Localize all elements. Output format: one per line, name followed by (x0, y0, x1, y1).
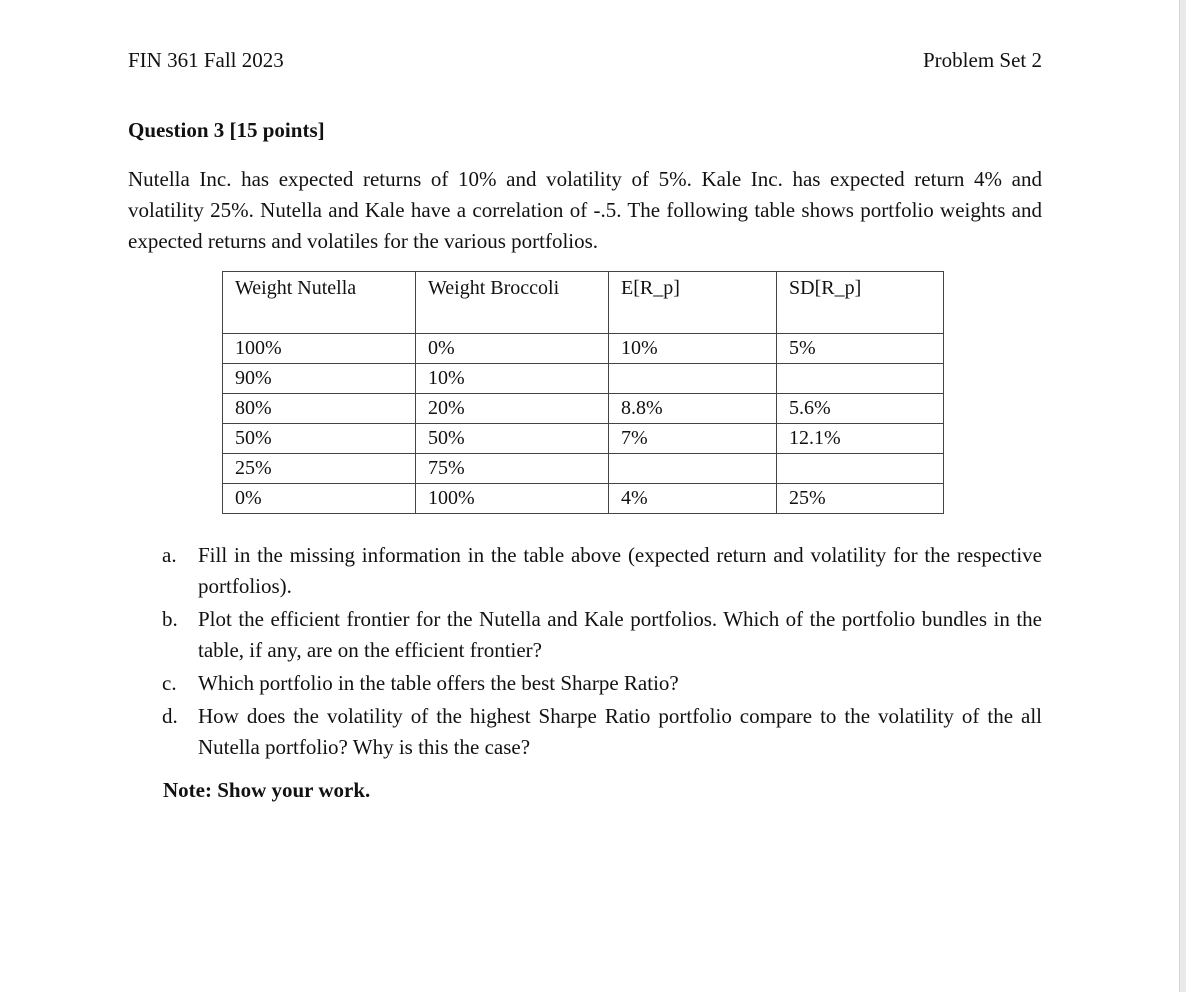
part-text: How does the volatility of the highest Sharpe Ratio portfolio compare to the volatility of the all Nutella portfolio? Why is this the case? (198, 704, 1042, 759)
question-title: Question 3 [15 points] (128, 118, 325, 142)
question-part-a (162, 540, 1042, 602)
question-parts (162, 540, 1042, 765)
cell-weight-nutella: 0% (223, 484, 416, 514)
table-row (223, 334, 944, 364)
table-row (223, 454, 944, 484)
part-marker: a. (162, 543, 177, 567)
problem-set-header: Problem Set 2 (923, 48, 1042, 72)
part-marker: d. (162, 704, 178, 728)
portfolio-table (222, 271, 944, 514)
cell-volatility: 5.6% (777, 394, 944, 424)
header-weight-broccoli: Weight Broccoli (416, 272, 609, 334)
cell-weight-nutella: 100% (223, 334, 416, 364)
table-row (223, 364, 944, 394)
cell-weight-nutella: 25% (223, 454, 416, 484)
question-part-b (162, 604, 1042, 666)
cell-weight-nutella: 80% (223, 394, 416, 424)
cell-expected-return: 7% (609, 424, 777, 454)
cell-expected-return: 10% (609, 334, 777, 364)
cell-volatility: 25% (777, 484, 944, 514)
cell-expected-return (609, 454, 777, 484)
cell-weight-broccoli: 20% (416, 394, 609, 424)
question-intro: Nutella Inc. has expected returns of 10% and volatility of 5%. Kale Inc. has expected return 4% and volatility 25%. Nutella and Kale have a correlation of -.5. The following table shows portfolio weights and expected returns and volatiles for the various portfolios. (128, 167, 1042, 253)
part-marker: b. (162, 607, 178, 631)
cell-weight-broccoli: 100% (416, 484, 609, 514)
cell-expected-return: 8.8% (609, 394, 777, 424)
table-header-row (223, 272, 944, 334)
header-weight-nutella: Weight Nutella (223, 272, 416, 334)
table-row (223, 424, 944, 454)
cell-weight-broccoli: 75% (416, 454, 609, 484)
cell-weight-nutella: 90% (223, 364, 416, 394)
question-part-c (162, 668, 1042, 699)
cell-volatility: 5% (777, 334, 944, 364)
note: Note: Show your work. (163, 778, 371, 802)
part-text: Which portfolio in the table offers the best Sharpe Ratio? (198, 671, 679, 695)
cell-volatility: 12.1% (777, 424, 944, 454)
part-marker: c. (162, 671, 177, 695)
cell-expected-return: 4% (609, 484, 777, 514)
cell-expected-return (609, 364, 777, 394)
part-text: Plot the efficient frontier for the Nutella and Kale portfolios. Which of the portfolio bundles in the table, if any, are on the efficient frontier? (198, 607, 1042, 662)
table-row (223, 394, 944, 424)
header-volatility: SD[R_p] (777, 272, 944, 334)
question-part-d (162, 701, 1042, 763)
cell-weight-broccoli: 10% (416, 364, 609, 394)
course-header: FIN 361 Fall 2023 (128, 48, 284, 72)
cell-weight-broccoli: 50% (416, 424, 609, 454)
part-text: Fill in the missing information in the table above (expected return and volatility for the respective portfolios). (198, 543, 1042, 598)
page-edge (1179, 0, 1186, 992)
cell-weight-nutella: 50% (223, 424, 416, 454)
header-expected-return: E[R_p] (609, 272, 777, 334)
cell-volatility (777, 454, 944, 484)
cell-weight-broccoli: 0% (416, 334, 609, 364)
cell-volatility (777, 364, 944, 394)
table-row (223, 484, 944, 514)
